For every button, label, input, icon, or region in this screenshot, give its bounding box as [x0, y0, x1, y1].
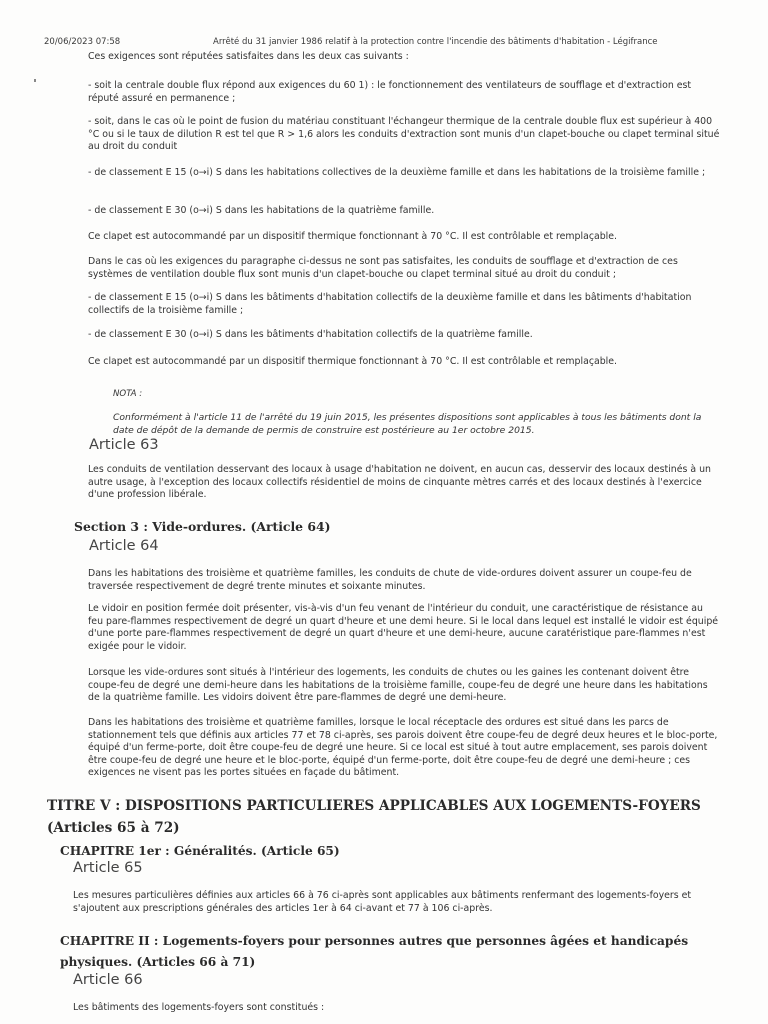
print-date: 20/06/2023 07:58: [44, 37, 121, 47]
paragraph-e15-batiments: - de classement E 15 (o→i) S dans les bâtiments d'habitation collectifs de la deuxième famille et dans les bâtiments d'habitation collectifs de la troisième famille ;: [88, 292, 692, 316]
section-3-heading: Section 3 : Vide-ordures. (Article 64): [74, 519, 331, 534]
paragraph-article-64-1: Dans les habitations des troisième et quatrième familles, les conduits de chute de vide-ordures doivent assurer un coupe-feu de traversée respectivement de degré trente minutes et soixante minutes.: [88, 568, 692, 592]
nota-text: Conformément à l'article 11 de l'arrêté du 19 juin 2015, les présentes dispositions sont applicables à tous les bâtiments dont la date de dépôt de la demande de permis de construire est postérieure au 1er octobre 2015.: [113, 412, 702, 436]
paragraph-clapet-1: Ce clapet est autocommandé par un dispositif thermique fonctionnant à 70 °C. Il est contrôlable et remplaçable.: [88, 231, 618, 242]
titre-v-heading: TITRE V : DISPOSITIONS PARTICULIERES APPLICABLES AUX LOGEMENTS-FOYERS (Articles 65 à 72): [47, 798, 701, 836]
scan-speck: [34, 79, 36, 82]
chapitre-2-heading: CHAPITRE II : Logements-foyers pour personnes autres que personnes âgées et handicapés physiques. (Articles 66 à 71): [60, 934, 689, 969]
paragraph-dans-le-cas: Dans le cas où les exigences du paragraphe ci-dessus ne sont pas satisfaites, les conduits de soufflage et d'extraction de ces systèmes de ventilation double flux sont munis d'un clapet-bouche ou clapet terminal situé au droit du conduit ;: [88, 256, 678, 280]
paragraph-soit-1: - soit la centrale double flux répond aux exigences du 60 1) : le fonctionnement des ventilateurs de soufflage et d'extraction est réputé assuré en permanence ;: [88, 80, 692, 104]
article-63-heading: Article 63: [89, 437, 159, 453]
paragraph-article-65: Les mesures particulières définies aux articles 66 à 76 ci-après sont applicables aux bâtiments renfermant des logements-foyers et s'ajoutent aux prescriptions générales des articles 1er à 64 ci-avant et 77 à 106 ci-après.: [73, 890, 692, 914]
paragraph-article-63: Les conduits de ventilation desservant des locaux à usage d'habitation ne doivent, en aucun cas, desservir des locaux destinés à un autre usage, à l'exception des locaux collectifs résidentiel de moins de cinquante mètres carrés et des locaux destinés à l'exercice d'une profession libérale.: [88, 464, 711, 501]
paragraph-article-66: Les bâtiments des logements-foyers sont constitués :: [73, 1002, 325, 1013]
print-header-title: Arrêté du 31 janvier 1986 relatif à la protection contre l'incendie des bâtiments d'habitation - Légifrance: [213, 37, 658, 47]
article-64-heading: Article 64: [89, 538, 159, 554]
article-66-heading: Article 66: [73, 972, 143, 988]
paragraph-clapet-2: Ce clapet est autocommandé par un dispositif thermique fonctionnant à 70 °C. Il est contrôlable et remplaçable.: [88, 356, 618, 367]
article-65-heading: Article 65: [73, 860, 143, 876]
paragraph-article-64-4: Dans les habitations des troisième et quatrième familles, lorsque le local réceptacle des ordures est situé dans les parcs de stationnement tels que définis aux articles 77 et 78 ci-après, ses parois doivent être coupe-feu de degré deux heures et le bloc-porte, équipé d'un ferme-porte, doit être coupe-feu de degré une heure. Si ce local est situé à tout autre emplacement, ses parois doivent être coupe-feu de degré une heure et le bloc-porte, équipé d'un ferme-porte, doit être coupe-feu de degré une demi-heure ; ces exigences ne visent pas les portes situées en façade du bâtiment.: [88, 717, 718, 779]
nota-label: NOTA :: [113, 389, 143, 399]
paragraph-intro: Ces exigences sont réputées satisfaites dans les deux cas suivants :: [88, 51, 409, 62]
paragraph-e30-batiments: - de classement E 30 (o→i) S dans les bâtiments d'habitation collectifs de la quatrième famille.: [88, 329, 533, 340]
chapitre-1-heading: CHAPITRE 1er : Généralités. (Article 65): [60, 844, 340, 858]
paragraph-article-64-2: Le vidoir en position fermée doit présenter, vis-à-vis d'un feu venant de l'intérieur du conduit, une caractéristique de résistance au feu pare-flammes respectivement de degré un quart d'heure et une demi heure. Si le local dans lequel est installé le vidoir est équipé d'une porte pare-flammes respectivement de degré un quart d'heure et une demi-heure, aucune caratéristique pare-flammes n'est exigée pour le vidoir.: [88, 603, 719, 652]
paragraph-article-64-3: Lorsque les vide-ordures sont situés à l'intérieur des logements, les conduits de chutes ou les gaines les contenant doivent être coupe-feu de degré une demi-heure dans les habitations de la troisième famille, coupe-feu de degré une heure dans les habitations de la quatrième famille. Les vidoirs doivent être pare-flammes de degré une demi-heure.: [88, 667, 708, 704]
paragraph-e30-habitations: - de classement E 30 (o→i) S dans les habitations de la quatrième famille.: [88, 205, 435, 216]
paragraph-soit-2: - soit, dans le cas où le point de fusion du matériau constituant l'échangeur thermique de la centrale double flux est supérieur à 400 °C ou si le taux de dilution R est tel que R > 1,6 alors les conduits d'extraction sont munis d'un clapet-bouche ou clapet terminal situé au droit du conduit: [88, 116, 720, 153]
paragraph-e15-habitations: - de classement E 15 (o→i) S dans les habitations collectives de la deuxième famille et dans les habitations de la troisième famille ;: [88, 167, 706, 178]
